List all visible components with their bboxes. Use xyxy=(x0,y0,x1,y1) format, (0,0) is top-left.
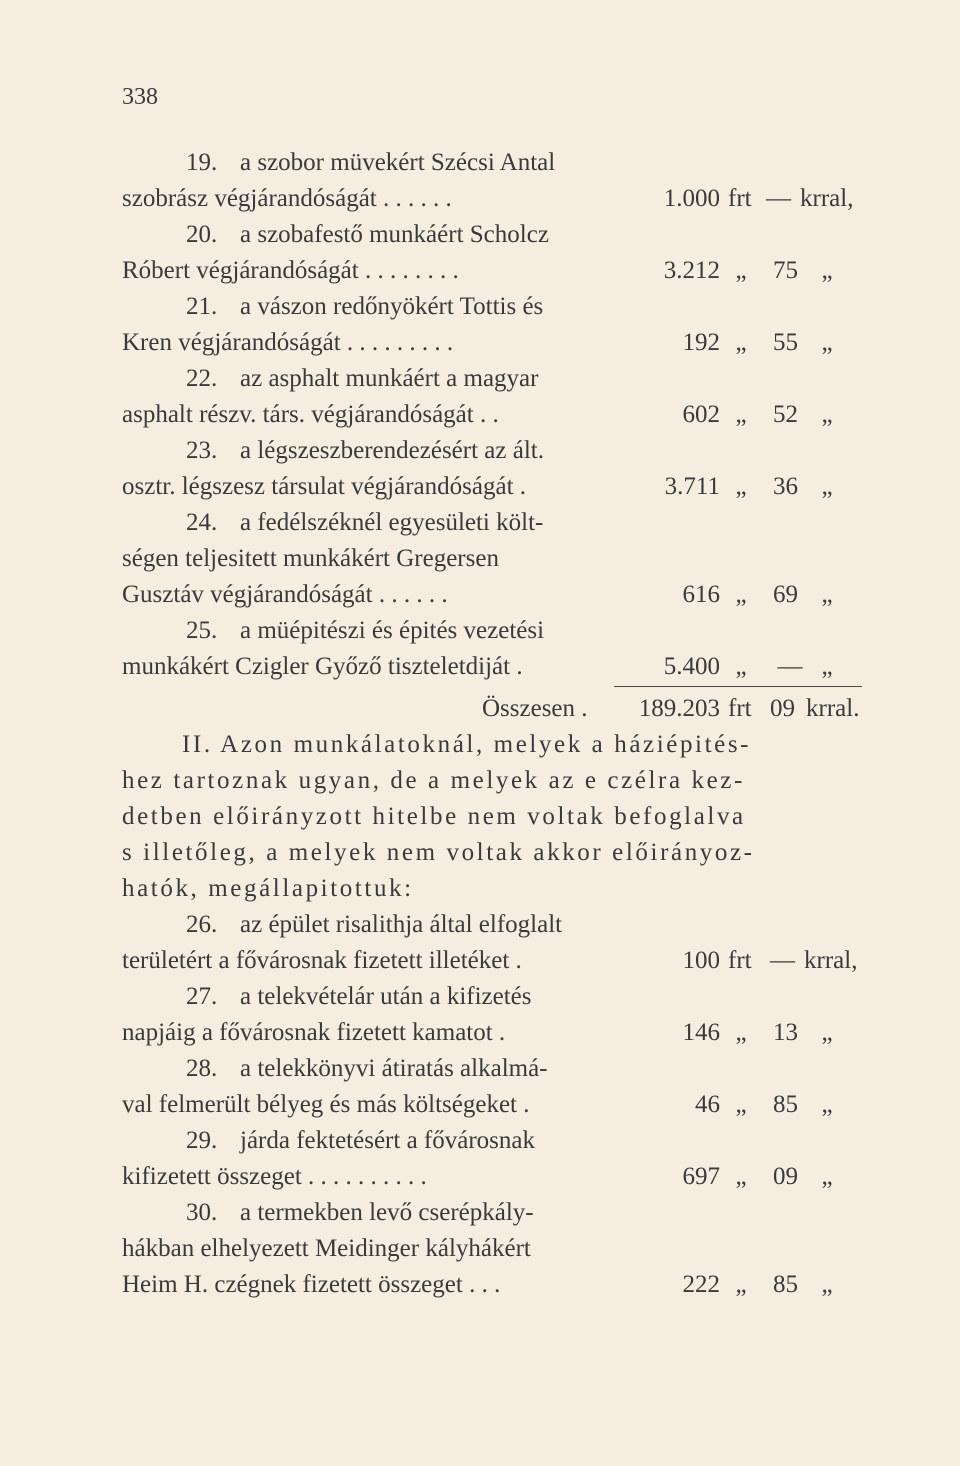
amount-forint: 192 xyxy=(682,329,720,356)
kreuzer-dash: — xyxy=(777,653,803,680)
entry-text: osztr. légszesz társulat végjárandóságát . xyxy=(122,473,527,500)
entry-text: val felmerült bélyeg és más költségeket . xyxy=(122,1091,530,1118)
ditto-mark: „ xyxy=(735,473,747,500)
entry-text: a szobor müvekért Szécsi Antal xyxy=(240,149,556,176)
entry-number: 25. xyxy=(186,617,218,644)
ditto-mark: „ xyxy=(821,401,833,428)
entry-text: a telekkönyvi átiratás alkalmá- xyxy=(240,1055,548,1082)
kreuzer-unit: krral, xyxy=(804,947,858,974)
ditto-mark: „ xyxy=(735,1271,747,1298)
amount-forint: 697 xyxy=(682,1163,720,1190)
entry-number: 26. xyxy=(186,911,218,938)
page-number: 338 xyxy=(122,84,158,110)
entry-text: Heim H. czégnek fizetett összeget . . . xyxy=(122,1271,501,1298)
entry-text: járda fektetésért a fővárosnak xyxy=(240,1127,535,1154)
ditto-mark: „ xyxy=(821,473,833,500)
total-label: Összesen . xyxy=(482,695,588,722)
kreuzer-unit: krral. xyxy=(806,695,860,722)
paragraph-line: hatók, megállapitottuk: xyxy=(122,875,414,902)
entry-number: 21. xyxy=(186,293,218,320)
kreuzer-dash: — xyxy=(770,947,795,974)
entry-text: munkákért Czigler Győző tiszteletdiját . xyxy=(122,653,523,680)
amount-kreuzer: 55 xyxy=(773,329,798,356)
entry-text: a vászon redőnyökért Tottis és xyxy=(240,293,544,320)
entry-number: 19. xyxy=(186,149,218,176)
ditto-mark: „ xyxy=(821,257,833,284)
amount-forint: 46 xyxy=(695,1091,720,1118)
amount-kreuzer: 69 xyxy=(773,581,798,608)
entry-text: Gusztáv végjárandóságát . . . . . . xyxy=(122,581,448,608)
entry-text: az épület risalithja által elfoglalt xyxy=(240,911,563,938)
ditto-mark: „ xyxy=(821,1271,833,1298)
amount-kreuzer: 52 xyxy=(773,401,798,428)
entry-number: 27. xyxy=(186,983,218,1010)
entry-text: az asphalt munkáért a magyar xyxy=(240,365,539,392)
entry-text: ségen teljesitett munkákért Gregersen xyxy=(122,545,499,572)
ditto-mark: „ xyxy=(821,1019,833,1046)
amount-kreuzer: 13 xyxy=(773,1019,798,1046)
amount-kreuzer: 09 xyxy=(773,1163,798,1190)
entry-text: hákban elhelyezett Meidinger kályhákért xyxy=(122,1235,531,1262)
ditto-mark: „ xyxy=(735,653,747,680)
paragraph-line: detben előirányzott hitelbe nem voltak befoglalva xyxy=(122,803,746,830)
ditto-mark: „ xyxy=(735,329,747,356)
paragraph-line: s illetőleg, a melyek nem voltak akkor előirányoz- xyxy=(122,839,755,866)
amount-forint: 3.711 xyxy=(664,473,720,500)
entry-text: területért a fővárosnak fizetett illetéket . xyxy=(122,947,522,974)
amount-forint: 1.000 xyxy=(663,185,720,212)
kreuzer-unit: krral, xyxy=(800,185,854,212)
entry-text: a légszeszberendezésért az ált. xyxy=(240,437,544,464)
entry-text: Kren végjárandóságát . . . . . . . . . xyxy=(122,329,454,356)
ditto-mark: „ xyxy=(821,653,833,680)
entry-text: kifizetett összeget . . . . . . . . . . xyxy=(122,1163,427,1190)
entry-text: a termekben levő cserépkály- xyxy=(240,1199,534,1226)
ditto-mark: „ xyxy=(821,1091,833,1118)
ditto-mark: „ xyxy=(735,401,747,428)
amount-forint: 100 xyxy=(682,947,720,974)
amount-kreuzer: 85 xyxy=(773,1271,798,1298)
entry-text: asphalt részv. társ. végjárandóságát . . xyxy=(122,401,499,428)
ditto-mark: „ xyxy=(735,1163,747,1190)
amount-forint: 5.400 xyxy=(663,653,720,680)
amount-forint: 222 xyxy=(682,1271,720,1298)
ditto-mark: „ xyxy=(735,581,747,608)
amount-forint: 602 xyxy=(682,401,720,428)
entry-text: szobrász végjárandóságát . . . . . . xyxy=(122,185,452,212)
forint-unit: frt xyxy=(728,947,752,974)
amount-kreuzer: 75 xyxy=(773,257,798,284)
entry-text: napjáig a fővárosnak fizetett kamatot . xyxy=(122,1019,506,1046)
paragraph-line: II. Azon munkálatoknál, melyek a háziépités- xyxy=(182,731,752,758)
forint-unit: frt xyxy=(728,185,752,212)
ditto-mark: „ xyxy=(821,1163,833,1190)
ditto-mark: „ xyxy=(821,581,833,608)
total-forint: 189.203 xyxy=(638,695,720,722)
ditto-mark: „ xyxy=(735,1019,747,1046)
entry-number: 30. xyxy=(186,1199,218,1226)
entry-text: a telekvételár után a kifizetés xyxy=(240,983,532,1010)
entry-number: 29. xyxy=(186,1127,218,1154)
entry-text: a fedélszéknél egyesületi költ- xyxy=(240,509,544,536)
entry-number: 28. xyxy=(186,1055,218,1082)
amount-forint: 616 xyxy=(682,581,720,608)
entry-text: Róbert végjárandóságát . . . . . . . . xyxy=(122,257,459,284)
paragraph-line: hez tartoznak ugyan, de a melyek az e czélra kez- xyxy=(122,767,745,794)
entry-number: 22. xyxy=(186,365,218,392)
ditto-mark: „ xyxy=(735,1091,747,1118)
amount-kreuzer: 85 xyxy=(773,1091,798,1118)
ditto-mark: „ xyxy=(735,257,747,284)
amount-forint: 146 xyxy=(682,1019,720,1046)
sum-rule xyxy=(614,686,862,687)
kreuzer-dash: — xyxy=(766,185,791,212)
amount-kreuzer: 36 xyxy=(773,473,798,500)
entry-text: a müépitészi és épités vezetési xyxy=(240,617,545,644)
entry-number: 24. xyxy=(186,509,218,536)
amount-forint: 3.212 xyxy=(663,257,720,284)
entry-text: a szobafestő munkáért Scholcz xyxy=(240,221,549,248)
ditto-mark: „ xyxy=(821,329,833,356)
entry-number: 23. xyxy=(186,437,218,464)
total-kreuzer: 09 xyxy=(770,695,795,722)
entry-number: 20. xyxy=(186,221,218,248)
forint-unit: frt xyxy=(728,695,752,722)
total-row xyxy=(0,692,960,726)
